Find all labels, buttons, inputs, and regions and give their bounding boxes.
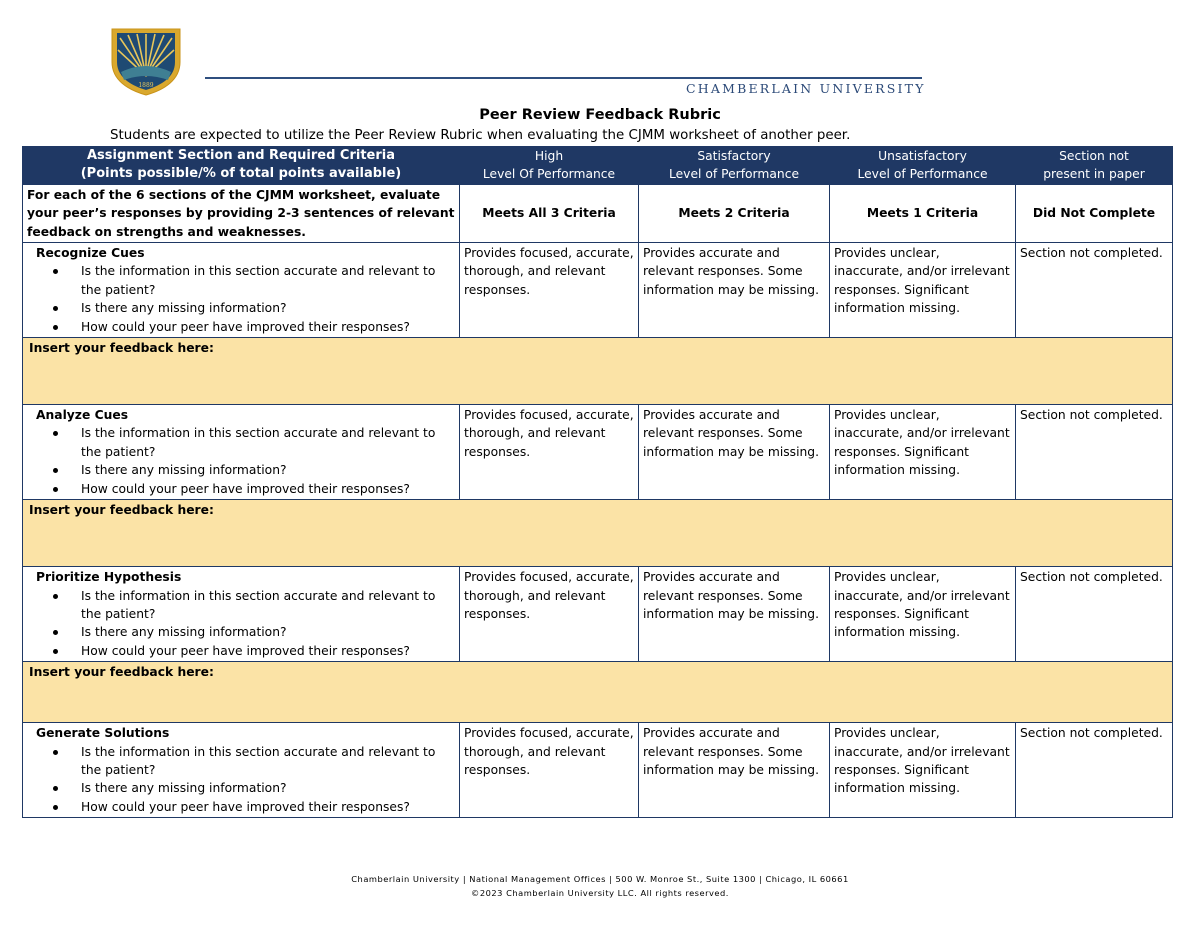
feedback-input-area[interactable]: Insert your feedback here: [23, 500, 1173, 567]
high-descriptor: Provides focused, accurate, thorough, and relevant responses. [460, 567, 639, 662]
high-descriptor: Provides focused, accurate, thorough, and relevant responses. [460, 405, 639, 500]
question-item: How could your peer have improved their responses? [27, 798, 455, 816]
university-name: CHAMBERLAIN UNIVERSITY [686, 81, 926, 96]
question-item: How could your peer have improved their responses? [27, 480, 455, 498]
header-unsatisfactory: Unsatisfactory Level of Performance [830, 147, 1016, 185]
question-item: How could your peer have improved their responses? [27, 318, 455, 336]
question-item: How could your peer have improved their responses? [27, 642, 455, 660]
question-item: Is there any missing information? [27, 623, 455, 641]
satisfactory-descriptor: Provides accurate and relevant responses. Some information may be missing. [639, 723, 830, 818]
criteria-cell [23, 567, 460, 662]
satisfactory-descriptor: Provides accurate and relevant responses. Some information may be missing. [639, 243, 830, 338]
section-title: Generate Solutions [36, 726, 170, 741]
header-row [23, 147, 1173, 185]
footer-copyright: ©2023 Chamberlain University LLC. All rights reserved. [471, 888, 729, 898]
instruction-row [23, 184, 1173, 242]
criteria-cell [23, 243, 460, 338]
question-item: Is the information in this section accurate and relevant to the patient? [27, 262, 455, 299]
question-item: Is there any missing information? [27, 461, 455, 479]
question-item: Is there any missing information? [27, 779, 455, 797]
meets-1-criteria: Meets 1 Criteria [830, 184, 1016, 242]
document-title: Peer Review Feedback Rubric [479, 107, 721, 123]
criteria-row [23, 723, 1173, 818]
unsatisfactory-descriptor: Provides unclear, inaccurate, and/or irrelevant responses. Significant information missing. [830, 567, 1016, 662]
header-rule [205, 77, 922, 79]
question-item: Is the information in this section accurate and relevant to the patient? [27, 743, 455, 780]
criteria-row [23, 243, 1173, 338]
unsatisfactory-descriptor: Provides unclear, inaccurate, and/or irrelevant responses. Significant information missing. [830, 723, 1016, 818]
question-item: Is there any missing information? [27, 299, 455, 317]
satisfactory-descriptor: Provides accurate and relevant responses. Some information may be missing. [639, 405, 830, 500]
criteria-row [23, 567, 1173, 662]
criteria-cell [23, 723, 460, 818]
instruction-text: For each of the 6 sections of the CJMM worksheet, evaluate your peer’s responses by providing 2-3 sentences of relevant feedback on strengths and weaknesses. [23, 184, 460, 242]
question-item: Is the information in this section accurate and relevant to the patient? [27, 587, 455, 624]
question-item: Is the information in this section accurate and relevant to the patient? [27, 424, 455, 461]
not-present-descriptor: Section not completed. [1016, 567, 1173, 662]
meets-all-criteria: Meets All 3 Criteria [460, 184, 639, 242]
chamberlain-shield-logo [108, 26, 184, 96]
not-present-descriptor: Section not completed. [1016, 405, 1173, 500]
feedback-row [23, 338, 1173, 405]
feedback-input-area[interactable]: Insert your feedback here: [23, 662, 1173, 723]
high-descriptor: Provides focused, accurate, thorough, and relevant responses. [460, 243, 639, 338]
section-title: Analyze Cues [36, 408, 129, 423]
header-satisfactory: Satisfactory Level of Performance [639, 147, 830, 185]
logo-year: 1889 [138, 82, 154, 89]
question-list [27, 587, 455, 661]
high-descriptor: Provides focused, accurate, thorough, and relevant responses. [460, 723, 639, 818]
page-footer [0, 872, 1200, 900]
question-list [27, 262, 455, 336]
section-title: Recognize Cues [36, 246, 145, 261]
question-list [27, 743, 455, 817]
satisfactory-descriptor: Provides accurate and relevant responses. Some information may be missing. [639, 567, 830, 662]
not-present-descriptor: Section not completed. [1016, 723, 1173, 818]
header-not-present: Section not present in paper [1016, 147, 1173, 185]
section-title: Prioritize Hypothesis [36, 570, 182, 585]
unsatisfactory-descriptor: Provides unclear, inaccurate, and/or irrelevant responses. Significant information missing. [830, 243, 1016, 338]
question-list [27, 424, 455, 498]
criteria-cell [23, 405, 460, 500]
did-not-complete: Did Not Complete [1016, 184, 1173, 242]
header-high: High Level Of Performance [460, 147, 639, 185]
intro-text: Students are expected to utilize the Peer Review Rubric when evaluating the CJMM worksheet of another peer. [110, 128, 851, 143]
meets-2-criteria: Meets 2 Criteria [639, 184, 830, 242]
feedback-row [23, 500, 1173, 567]
footer-address: Chamberlain University | National Management Offices | 500 W. Monroe St., Suite 1300 | Chicago, IL 60661 [351, 874, 849, 884]
feedback-input-area[interactable]: Insert your feedback here: [23, 338, 1173, 405]
criteria-row [23, 405, 1173, 500]
unsatisfactory-descriptor: Provides unclear, inaccurate, and/or irrelevant responses. Significant information missing. [830, 405, 1016, 500]
header-criteria: Assignment Section and Required Criteria (Points possible/% of total points available) [23, 147, 460, 185]
rubric-table [22, 146, 1173, 818]
not-present-descriptor: Section not completed. [1016, 243, 1173, 338]
feedback-row [23, 662, 1173, 723]
